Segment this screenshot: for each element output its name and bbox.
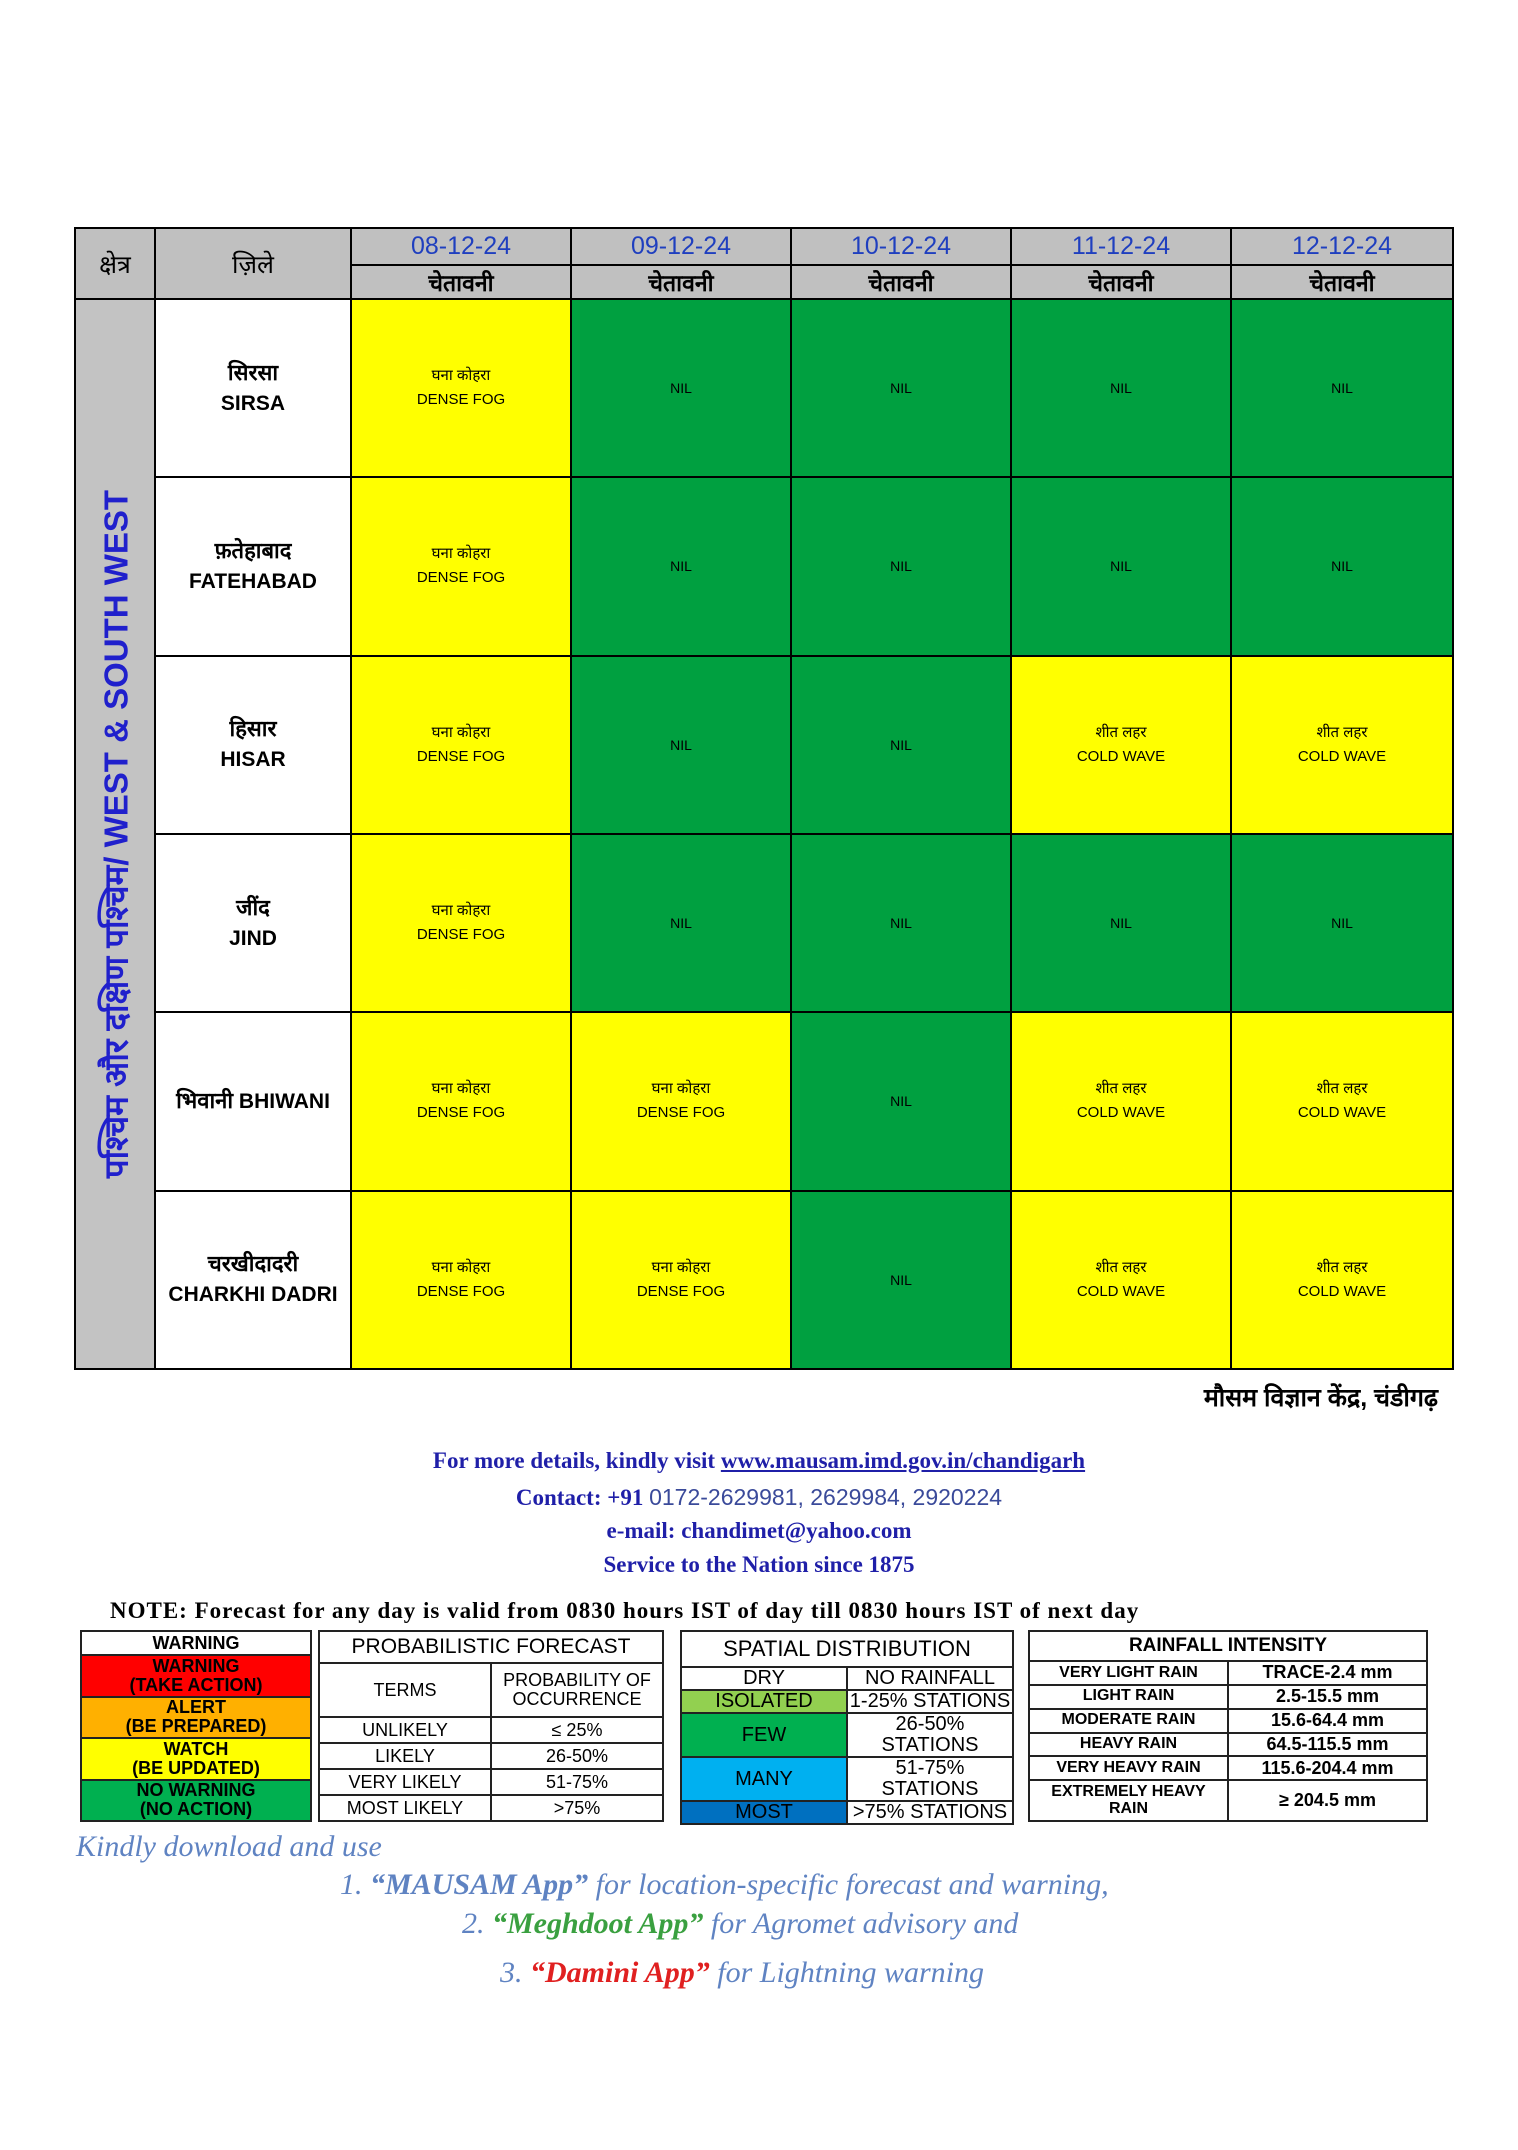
prob-term: MOST LIKELY xyxy=(319,1795,491,1821)
rainfall-legend xyxy=(1028,1630,1428,1822)
app-purpose: for Agromet advisory and xyxy=(703,1907,1019,1940)
district-name-english: CHARKHI DADRI xyxy=(168,1283,338,1307)
warning-english: NIL xyxy=(670,915,692,932)
warning-cell xyxy=(791,1191,1011,1369)
rain-legend-row xyxy=(1029,1685,1427,1709)
warning-cell xyxy=(351,299,571,477)
details-prefix: For more details, kindly visit xyxy=(432,1448,721,1473)
district-row xyxy=(75,299,1453,477)
spatial-legend-title-row xyxy=(681,1631,1013,1667)
district-name-english: FATEHABAD xyxy=(189,569,317,593)
district-name-hindi: चरखीदादरी xyxy=(207,1251,299,1277)
district-name xyxy=(155,656,351,834)
date-header: 09-12-24 xyxy=(571,228,791,265)
warning-cell xyxy=(351,656,571,834)
prob-value: 26-50% xyxy=(491,1743,663,1769)
warning-level-action: (TAKE ACTION) xyxy=(129,1674,263,1695)
warning-cell xyxy=(571,656,791,834)
warning-subheader: चेतावनी xyxy=(791,265,1011,299)
warning-english: NIL xyxy=(890,915,912,932)
district-header: ज़िले xyxy=(155,228,351,299)
warning-legend xyxy=(80,1630,312,1822)
warning-cell xyxy=(1231,1191,1453,1369)
warning-english: NIL xyxy=(890,1093,912,1110)
warning-english: NIL xyxy=(1110,558,1132,575)
warning-legend-title: WARNING xyxy=(81,1631,311,1655)
probabilistic-legend xyxy=(318,1630,664,1822)
warning-english: DENSE FOG xyxy=(416,569,506,587)
warning-cell xyxy=(351,1191,571,1369)
warning-cell xyxy=(1011,1191,1231,1369)
warning-cell xyxy=(1011,477,1231,655)
warning-level-action: (BE PREPARED) xyxy=(125,1716,267,1737)
warning-cell xyxy=(1231,477,1453,655)
warning-level-name: NO WARNING xyxy=(136,1780,256,1801)
warning-english: DENSE FOG xyxy=(416,1104,506,1122)
app-line-1 xyxy=(340,1868,1109,1902)
rain-range: 64.5-115.5 mm xyxy=(1228,1733,1427,1757)
header-row-dates xyxy=(75,228,1453,265)
warning-cell xyxy=(1011,1012,1231,1190)
warning-cell xyxy=(791,299,1011,477)
warning-english: COLD WAVE xyxy=(1076,1104,1166,1122)
warning-cell xyxy=(1011,299,1231,477)
warning-cell xyxy=(571,299,791,477)
rain-legend-row xyxy=(1029,1661,1427,1685)
warning-level-name: ALERT xyxy=(166,1697,226,1718)
warning-hindi: घना कोहरा xyxy=(431,367,491,385)
region-cell xyxy=(75,299,155,1369)
warning-level-action: (NO ACTION) xyxy=(139,1799,253,1820)
rain-range: 2.5-15.5 mm xyxy=(1228,1685,1427,1709)
rain-range: ≥ 204.5 mm xyxy=(1228,1780,1427,1821)
district-name-hindi: सिरसा xyxy=(227,359,279,385)
date-header: 10-12-24 xyxy=(791,228,1011,265)
warning-english: DENSE FOG xyxy=(636,1104,726,1122)
warning-hindi: शीत लहर xyxy=(1316,1258,1368,1276)
forecast-note: NOTE: Forecast for any day is valid from 0830 hours IST of day till 0830 hours IST of next day xyxy=(110,1598,1140,1623)
district-name-hindi: जींद xyxy=(236,894,270,920)
rain-term: VERY HEAVY RAIN xyxy=(1029,1756,1228,1780)
warning-english: DENSE FOG xyxy=(636,1282,726,1300)
warning-subheader: चेतावनी xyxy=(1011,265,1231,299)
warning-english: NIL xyxy=(1331,915,1353,932)
rain-legend-title: RAINFALL INTENSITY xyxy=(1029,1631,1427,1661)
district-row xyxy=(75,1191,1453,1369)
district-name xyxy=(155,1191,351,1369)
service-line: Service to the Nation since 1875 xyxy=(603,1552,915,1577)
rain-legend-row xyxy=(1029,1733,1427,1757)
warning-cell xyxy=(351,834,571,1012)
warning-english: COLD WAVE xyxy=(1297,1282,1387,1300)
warning-english: DENSE FOG xyxy=(416,926,506,944)
warning-cell xyxy=(1011,834,1231,1012)
warning-legend-row xyxy=(81,1697,311,1739)
district-name-hindi: फ़तेहाबाद xyxy=(214,537,292,563)
spatial-desc: >75% STATIONS xyxy=(847,1801,1013,1824)
date-header: 11-12-24 xyxy=(1011,228,1231,265)
spatial-legend-row xyxy=(681,1801,1013,1824)
warning-english: NIL xyxy=(670,380,692,397)
rain-range: 15.6-64.4 mm xyxy=(1228,1709,1427,1733)
warning-cell xyxy=(571,834,791,1012)
spatial-term: FEW xyxy=(681,1713,847,1757)
warning-hindi: शीत लहर xyxy=(1095,1258,1147,1276)
email-line: e-mail: chandimet@yahoo.com xyxy=(606,1518,912,1543)
contact-line xyxy=(0,1484,1518,1511)
app-number: 3. xyxy=(500,1956,523,1989)
warning-cell xyxy=(1011,656,1231,834)
district-name-english: BHIWANI xyxy=(238,1089,330,1113)
prob-term: LIKELY xyxy=(319,1743,491,1769)
warning-english: NIL xyxy=(1331,380,1353,397)
office-signature: मौसम विज्ञान केंद्र, चंडीगढ़ xyxy=(1203,1384,1438,1412)
spatial-desc: NO RAINFALL xyxy=(847,1667,1013,1690)
prob-value: 51-75% xyxy=(491,1769,663,1795)
prob-legend-row xyxy=(319,1743,663,1769)
warning-english: DENSE FOG xyxy=(416,391,506,409)
warning-cell xyxy=(1231,299,1453,477)
warning-english: COLD WAVE xyxy=(1297,747,1387,765)
warning-hindi: घना कोहरा xyxy=(431,545,491,563)
prob-legend-row xyxy=(319,1717,663,1743)
warning-hindi: घना कोहरा xyxy=(431,1080,491,1098)
rain-range: 115.6-204.4 mm xyxy=(1228,1756,1427,1780)
app-name: “Meghdoot App” xyxy=(492,1907,704,1940)
region-label: पश्चिम और दक्षिण पश्चिम/ WEST & SOUTH WEST xyxy=(97,489,135,1179)
warning-legend-title-row xyxy=(81,1631,311,1655)
warning-cell xyxy=(791,477,1011,655)
rain-range: TRACE-2.4 mm xyxy=(1228,1661,1427,1685)
app-number: 2. xyxy=(462,1907,485,1940)
app-name: “Damini App” xyxy=(530,1956,710,1989)
app-line-3 xyxy=(500,1956,984,1990)
rain-term: LIGHT RAIN xyxy=(1029,1685,1228,1709)
prob-legend-title-row xyxy=(319,1631,663,1663)
website-link[interactable]: www.mausam.imd.gov.in/chandigarh xyxy=(720,1448,1086,1473)
rain-legend-title-row xyxy=(1029,1631,1427,1661)
warning-legend-row xyxy=(81,1780,311,1822)
district-row xyxy=(75,656,1453,834)
warning-cell xyxy=(351,1012,571,1190)
spatial-desc: 51-75% STATIONS xyxy=(847,1757,1013,1801)
rain-term: MODERATE RAIN xyxy=(1029,1709,1228,1733)
warning-cell xyxy=(1231,834,1453,1012)
district-name-english: HISAR xyxy=(220,748,286,772)
spatial-desc: 26-50% STATIONS xyxy=(847,1713,1013,1757)
warning-cell xyxy=(571,1012,791,1190)
district-name xyxy=(155,299,351,477)
warning-subheader: चेतावनी xyxy=(1231,265,1453,299)
warning-level-name: WARNING xyxy=(152,1655,240,1676)
warning-subheader: चेतावनी xyxy=(351,265,571,299)
app-name: “MAUSAM App” xyxy=(370,1868,589,1901)
warning-level xyxy=(81,1738,311,1780)
rain-term: EXTREMELY HEAVY RAIN xyxy=(1029,1780,1228,1821)
district-name-hindi: भिवानी xyxy=(176,1087,234,1113)
district-name-english: SIRSA xyxy=(220,391,286,415)
warning-english: COLD WAVE xyxy=(1076,747,1166,765)
warning-hindi: घना कोहरा xyxy=(431,902,491,920)
warning-cell xyxy=(571,1191,791,1369)
warning-cell xyxy=(571,477,791,655)
warning-cell xyxy=(1231,656,1453,834)
warning-hindi: शीत लहर xyxy=(1095,723,1147,741)
spatial-term: ISOLATED xyxy=(681,1690,847,1713)
spatial-term: MOST xyxy=(681,1801,847,1824)
prob-terms-header: TERMS xyxy=(319,1663,491,1717)
contact-prefix: Contact: +91 xyxy=(515,1485,650,1510)
warning-english: NIL xyxy=(890,380,912,397)
date-header: 12-12-24 xyxy=(1231,228,1453,265)
warning-english: NIL xyxy=(670,736,692,753)
prob-term: VERY LIKELY xyxy=(319,1769,491,1795)
warning-english: NIL xyxy=(890,736,912,753)
spatial-legend xyxy=(680,1630,1014,1825)
rain-term: VERY LIGHT RAIN xyxy=(1029,1661,1228,1685)
spatial-legend-row xyxy=(681,1667,1013,1690)
district-name-hindi: हिसार xyxy=(229,716,277,742)
spatial-legend-row xyxy=(681,1713,1013,1757)
contact-numbers: 0172-2629981, 2629984, 2920224 xyxy=(649,1484,1003,1510)
warning-english: NIL xyxy=(1331,558,1353,575)
warning-subheader: चेतावनी xyxy=(571,265,791,299)
prob-legend-row xyxy=(319,1795,663,1821)
warning-cell xyxy=(791,1012,1011,1190)
warning-english: NIL xyxy=(1110,380,1132,397)
warning-english: NIL xyxy=(1110,915,1132,932)
spatial-legend-row xyxy=(681,1690,1013,1713)
spatial-legend-title: SPATIAL DISTRIBUTION xyxy=(681,1631,1013,1667)
warning-table xyxy=(74,227,1454,1370)
details-line xyxy=(0,1448,1518,1474)
rain-legend-row xyxy=(1029,1780,1427,1821)
warning-level xyxy=(81,1780,311,1822)
district-row xyxy=(75,477,1453,655)
warning-cell xyxy=(1231,1012,1453,1190)
warning-cell xyxy=(791,834,1011,1012)
warning-english: COLD WAVE xyxy=(1297,1104,1387,1122)
app-purpose: for Lightning warning xyxy=(709,1956,984,1989)
app-line-2 xyxy=(462,1907,1018,1941)
warning-hindi: घना कोहरा xyxy=(431,723,491,741)
warning-level xyxy=(81,1655,311,1697)
prob-occurrence-header: PROBABILITY OF OCCURRENCE xyxy=(491,1663,663,1717)
app-number: 1. xyxy=(340,1868,363,1901)
warning-hindi: घना कोहरा xyxy=(651,1258,711,1276)
apps-heading: Kindly download and use xyxy=(76,1830,382,1863)
warning-hindi: शीत लहर xyxy=(1316,1080,1368,1098)
district-name xyxy=(155,1012,351,1190)
rain-term: HEAVY RAIN xyxy=(1029,1733,1228,1757)
district-name xyxy=(155,477,351,655)
region-header: क्षेत्र xyxy=(75,228,155,299)
spatial-term: MANY xyxy=(681,1757,847,1801)
prob-legend-header-row xyxy=(319,1663,663,1717)
prob-value: >75% xyxy=(491,1795,663,1821)
warning-level-name: WATCH xyxy=(163,1738,229,1759)
rain-legend-row xyxy=(1029,1756,1427,1780)
prob-legend-row xyxy=(319,1769,663,1795)
district-name xyxy=(155,834,351,1012)
warning-level xyxy=(81,1697,311,1739)
prob-legend-title: PROBABILISTIC FORECAST xyxy=(319,1631,663,1663)
spatial-desc: 1-25% STATIONS xyxy=(847,1690,1013,1713)
rain-legend-row xyxy=(1029,1709,1427,1733)
spatial-term: DRY xyxy=(681,1667,847,1690)
warning-english: COLD WAVE xyxy=(1076,1282,1166,1300)
warning-legend-row xyxy=(81,1655,311,1697)
warning-hindi: शीत लहर xyxy=(1095,1080,1147,1098)
warning-english: NIL xyxy=(890,558,912,575)
warning-hindi: घना कोहरा xyxy=(651,1080,711,1098)
prob-value: ≤ 25% xyxy=(491,1717,663,1743)
warning-cell xyxy=(351,477,571,655)
prob-term: UNLIKELY xyxy=(319,1717,491,1743)
warning-hindi: शीत लहर xyxy=(1316,723,1368,741)
warning-cell xyxy=(791,656,1011,834)
warning-legend-row xyxy=(81,1738,311,1780)
app-purpose: for location-specific forecast and warning, xyxy=(588,1868,1109,1901)
district-name-english: JIND xyxy=(229,926,277,950)
district-row xyxy=(75,834,1453,1012)
warning-level-action: (BE UPDATED) xyxy=(132,1757,260,1778)
date-header: 08-12-24 xyxy=(351,228,571,265)
district-row xyxy=(75,1012,1453,1190)
warning-english: DENSE FOG xyxy=(416,1282,506,1300)
spatial-legend-row xyxy=(681,1757,1013,1801)
warning-english: NIL xyxy=(890,1271,912,1288)
warning-hindi: घना कोहरा xyxy=(431,1258,491,1276)
warning-english: NIL xyxy=(670,558,692,575)
warning-english: DENSE FOG xyxy=(416,747,506,765)
